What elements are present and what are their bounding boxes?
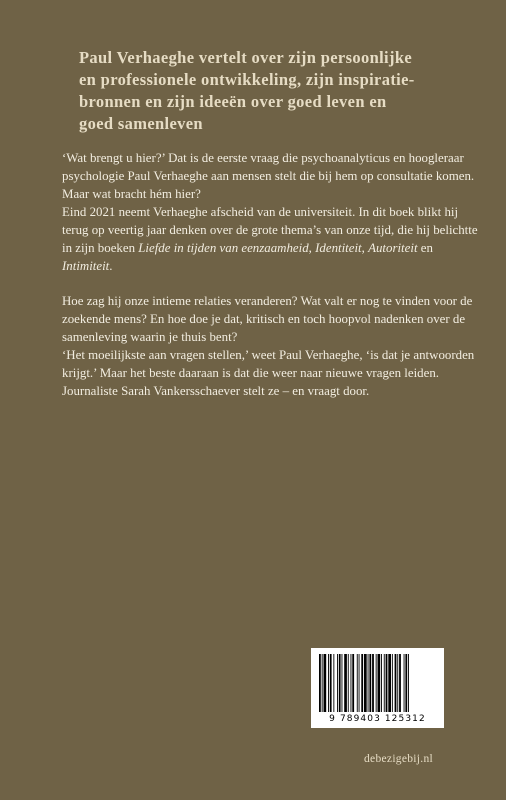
barcode-bar xyxy=(337,654,338,712)
separator: , xyxy=(361,241,369,255)
intro-line: Paul Verhaeghe vertelt over zijn persoonlijke xyxy=(79,48,413,67)
barcode-bar xyxy=(386,654,388,712)
book-title: Liefde in tijden van eenzaamheid xyxy=(138,241,309,255)
book-title: Intimiteit xyxy=(62,259,110,273)
barcode-bar xyxy=(388,654,391,712)
barcode-bar xyxy=(368,654,369,712)
barcode-bar xyxy=(399,654,401,712)
barcode-bars xyxy=(319,654,436,712)
barcode-bar xyxy=(322,654,323,712)
barcode-bar xyxy=(372,654,374,712)
intro-line: goed samenleven xyxy=(79,114,203,133)
barcode-bar xyxy=(351,654,352,712)
book-title: Identiteit xyxy=(315,241,362,255)
paragraph-2-text: Eind 2021 neemt Verhaeghe afscheid van de universiteit. In dit boek blikt hij terug op veertig jaar denken over de grote thema’s van onze tijd, die hij belichtte in zijn boeken xyxy=(62,205,478,255)
publisher-url: debezigebij.nl xyxy=(364,753,434,765)
barcode-bar xyxy=(344,654,347,712)
barcode-bar xyxy=(405,654,407,712)
barcode-bar xyxy=(369,654,371,712)
barcode-bar xyxy=(357,654,358,712)
intro-line: bronnen en zijn ideeën over goed leven en xyxy=(79,92,387,111)
barcode-bar xyxy=(348,654,349,712)
barcode-bar xyxy=(333,654,334,712)
barcode-bar xyxy=(352,654,354,712)
barcode-bar xyxy=(359,654,360,712)
book-title: Autoriteit xyxy=(368,241,418,255)
intro-blurb xyxy=(79,47,479,135)
barcode-bar xyxy=(328,654,329,712)
separator: en xyxy=(417,241,433,255)
isbn-number: 9 789403 125312 xyxy=(329,714,426,724)
barcode-bar xyxy=(364,654,367,712)
barcode-bar xyxy=(408,654,409,712)
barcode-bar xyxy=(330,654,332,712)
barcode-bar xyxy=(378,654,381,712)
barcode xyxy=(311,648,444,728)
paragraph-3: Hoe zag hij onze intieme relaties veranderen? Wat valt er nog te vinden voor de zoekende mens? En hoe doe je dat, kritisch en toch hoopvol nadenken over de samenleving waarin je thuis bent? xyxy=(62,294,473,344)
barcode-bar xyxy=(361,654,363,712)
separator: . xyxy=(109,259,113,273)
body-text xyxy=(62,149,482,400)
intro-line: en professionele ontwikkeling, zijn inspiratie- xyxy=(79,70,415,89)
barcode-bar xyxy=(392,654,393,712)
barcode-bar xyxy=(397,654,398,712)
barcode-bar xyxy=(404,654,405,712)
barcode-bar xyxy=(376,654,377,712)
barcode-bar xyxy=(342,654,343,712)
paragraph-4: ‘Het moeilijkste aan vragen stellen,’ weet Paul Verhaeghe, ‘is dat je antwoorden krijgt.’ Maar het beste daaraan is dat die weer naar nieuwe vragen leiden. Journaliste Sarah Vankersschaever stelt ze – en vraagt door. xyxy=(62,348,475,398)
barcode-bar xyxy=(324,654,327,712)
barcode-bar xyxy=(319,654,321,712)
separator: , xyxy=(308,241,316,255)
barcode-bar xyxy=(384,654,385,712)
paragraph-2 xyxy=(62,203,482,275)
paragraph-1: ‘Wat brengt u hier?’ Dat is de eerste vraag die psychoanalyticus en hoogleraar psychologie Paul Verhaeghe aan mensen stelt die bij hem op consultatie komen. Maar wat bracht hém hier? xyxy=(62,151,475,201)
barcode-bar xyxy=(395,654,397,712)
barcode-bar xyxy=(339,654,341,712)
barcode-bar xyxy=(381,654,382,712)
